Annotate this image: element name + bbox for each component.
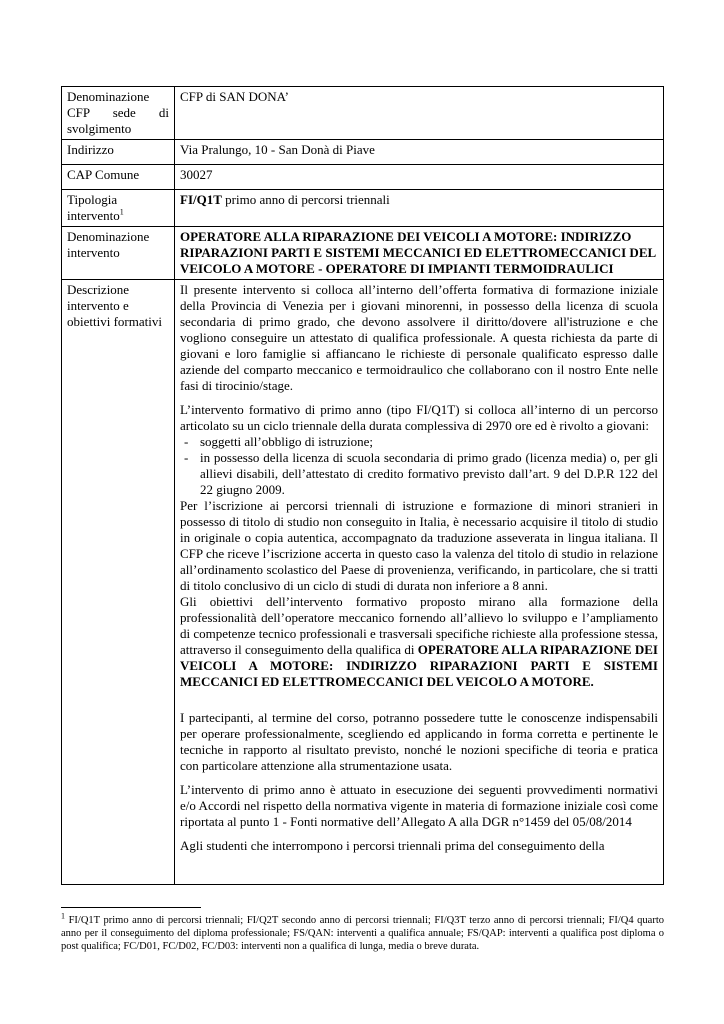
project-info-table	[61, 86, 664, 885]
table-row	[62, 140, 664, 165]
descrizione-cell	[175, 280, 664, 885]
paragraph: L’intervento di primo anno è attuato in esecuzione dei seguenti provvedimenti normativi e/o Accordi nel rispetto della normativa vigente in materia di formazione iniziale così come riportata al punto 1 - Fonti normative dell’Allegato A alla DGR n°1459 del 05/08/2014	[180, 782, 658, 829]
qualification-title: OPERATORE ALLA RIPARAZIONE DEI VEICOLI A MOTORE: INDIRIZZO RIPARAZIONI PARTI E SISTEMI MECCANICI ED ELETTROMECCANICI DEL VEICOLO A MOTORE.	[180, 642, 658, 689]
footnote	[61, 911, 664, 953]
paragraph: Per l’iscrizione ai percorsi triennali di istruzione e formazione di minori stranieri in possesso di titolo di studio non conseguito in Italia, è necessario acquisire il titolo di studio in originale o copia autentica, accompagnato da traduzione asseverata in lingua italiana. Il CFP che riceve l’iscrizione accerta in questo caso la valenza del titolo di studio in relazione all’ordinamento scolastico del Paese di provenienza, verificando, in particolare, che si tratti di titolo conclusivo di un ciclo di studi di durata non inferiore a 8 anni.	[180, 498, 658, 593]
table-row	[62, 227, 664, 280]
sede-label: Denominazione CFP sede di svolgimento	[62, 87, 175, 140]
tipologia-label-text: Tipologia intervento	[67, 192, 120, 223]
table-row	[62, 280, 664, 885]
cap-label: CAP Comune	[62, 165, 175, 190]
denominazione-label: Denominazione intervento	[62, 227, 175, 280]
descrizione-label: Descrizione intervento e obiettivi formativi	[62, 280, 175, 885]
tipologia-code: FI/Q1T	[180, 192, 222, 207]
footnote-marker: 1	[61, 911, 65, 921]
paragraph: I partecipanti, al termine del corso, potranno possedere tutte le conoscenze indispensabili per operare professionalmente, scegliendo ed applicando in forma corretta e pertinente le tecniche in rapporto al risultato previsto, nonché le nozioni specifiche di teoria e pratica con particolare attenzione alla strumentazione usata.	[180, 710, 658, 773]
sede-value: CFP di SAN DONA’	[175, 87, 664, 140]
denominazione-value: OPERATORE ALLA RIPARAZIONE DEI VEICOLI A MOTORE: INDIRIZZO RIPARAZIONI PARTI E SISTEMI MECCANICI ED ELETTROMECCANICI DEL VEICOLO A MOTORE - OPERATORE DI IMPIANTI TERMOIDRAULICI	[175, 227, 664, 280]
paragraph: Il presente intervento si colloca all’interno dell’offerta formativa di formazione iniziale della Provincia di Venezia per i giovani minorenni, in possesso della licenza di scuola secondaria di primo grado, che devono assolvere il diritto/dovere all'istruzione e che vogliono conseguire un attestato di qualifica professionale. A questa richiesta da parte di giovani e loro famiglie si affiancano le richieste di personale qualificato espresso dalle aziende del comparto meccanico e termoidraulico che collaborano con il nostro Ente nelle fasi di tirocinio/stage.	[180, 282, 658, 393]
footnote-text: FI/Q1T primo anno di percorsi triennali; FI/Q2T secondo anno di percorsi triennali; FI/Q3T terzo anno di percorsi triennali; FI/Q4 quarto anno per il conseguimento del diploma professionale; FS/QAN: interventi a qualifica annuale; FS/QAP: interventi a qualifica post diploma o post qualifica; FC/D01, FC/D02, FC/D03: interventi non a qualifica di lunga, media o breve durata.	[61, 915, 664, 952]
indirizzo-value: Via Pralungo, 10 - San Donà di Piave	[175, 140, 664, 165]
list-item: - in possesso della licenza di scuola secondaria di primo grado (licenza media) o, per gli allievi disabili, dell’attestato di credito formativo previsto dall’art. 9 del D.P.R 122 del 22 giugno 2009.	[180, 450, 658, 498]
table-row	[62, 165, 664, 190]
footnote-ref: 1	[119, 207, 124, 217]
paragraph-text: Gli obiettivi dell’intervento formativo proposto mirano alla formazione della professionalità dell’operatore meccanico fornendo all’allievo lo sviluppo e l’ampliamento di competenze tecnico professionali e trasversali specifiche richieste alla professione stessa, attraverso il conseguimento della qualifica di	[180, 594, 658, 657]
table-row	[62, 87, 664, 140]
tipologia-text: primo anno di percorsi triennali	[221, 192, 390, 207]
cap-value: 30027	[175, 165, 664, 190]
requirements-list	[180, 434, 658, 498]
indirizzo-label: Indirizzo	[62, 140, 175, 165]
tipologia-label	[62, 190, 175, 227]
paragraph	[180, 594, 658, 690]
table-row	[62, 190, 664, 227]
footnote-separator	[61, 907, 201, 908]
paragraph: Agli studenti che interrompono i percorsi triennali prima del conseguimento della	[180, 838, 605, 853]
tipologia-value	[175, 190, 664, 227]
list-item: - soggetti all’obbligo di istruzione;	[180, 434, 658, 450]
paragraph: L’intervento formativo di primo anno (tipo FI/Q1T) si colloca all’interno di un percorso articolato su un ciclo triennale della durata complessiva di 2970 ore ed è rivolto a giovani:	[180, 402, 658, 433]
